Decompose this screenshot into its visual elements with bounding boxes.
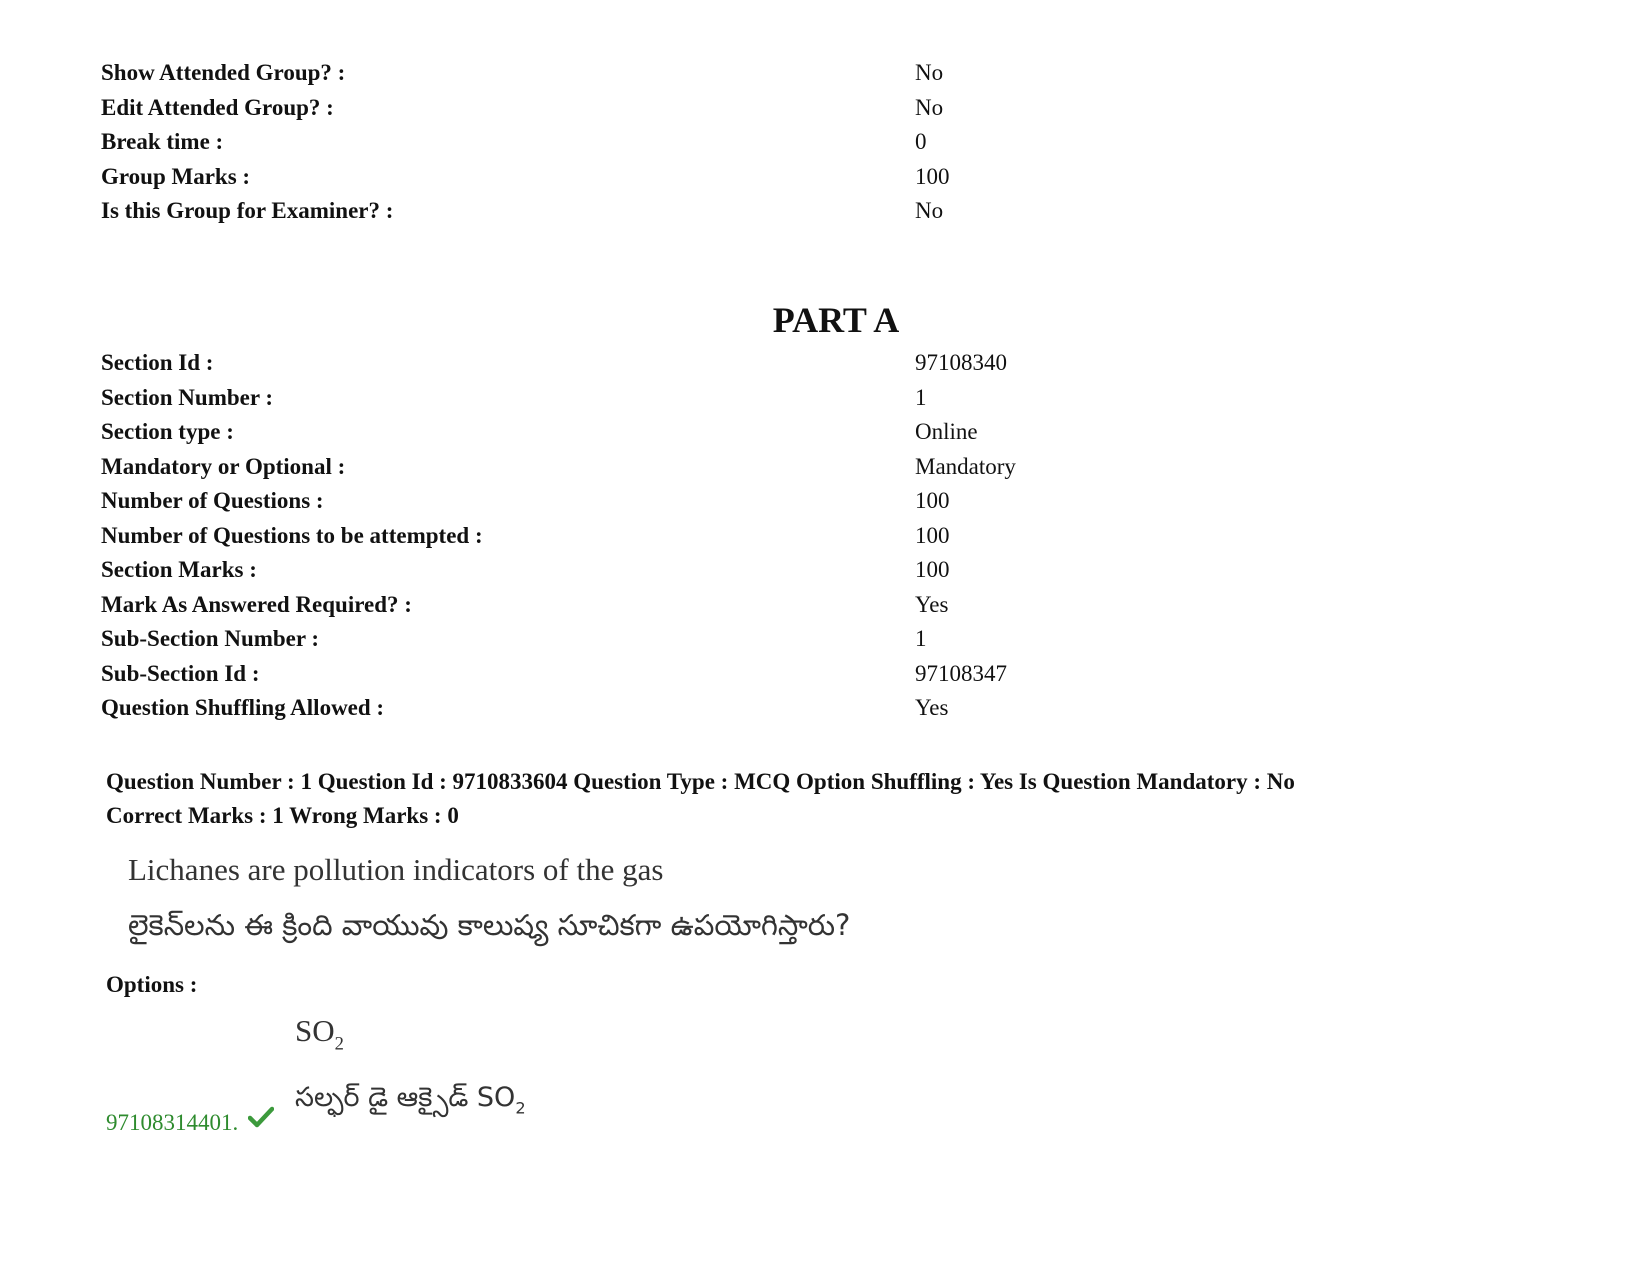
field-value: 100 [915, 163, 950, 189]
field-label: Mark As Answered Required? : [101, 591, 412, 617]
field-label: Number of Questions : [101, 488, 324, 513]
field-label: Show Attended Group? : [101, 60, 346, 85]
option-telugu-subscript: 2 [515, 1098, 526, 1118]
field-value: 100 [915, 522, 950, 548]
option-formula-base: SO [295, 1013, 335, 1048]
option-content [295, 1010, 526, 1134]
field-label: Section type : [101, 419, 234, 444]
field-label: Sub-Section Number : [101, 626, 320, 651]
field-value: 97108347 [915, 660, 1007, 686]
field-label: Question Shuffling Allowed : [101, 695, 385, 720]
field-value: 0 [915, 129, 927, 154]
section-detail-row [101, 553, 1501, 588]
part-title: PART A [772, 300, 900, 340]
field-label: Section Marks : [101, 557, 257, 582]
field-label: Is this Group for Examiner? : [101, 198, 394, 223]
section-detail-row [101, 484, 1501, 519]
field-value: 1 [915, 626, 927, 651]
question-text [128, 848, 1128, 952]
field-value: 1 [915, 384, 927, 410]
question-text-english: Lichanes are pollution indicators of the gas [128, 852, 664, 887]
group-detail-row [101, 125, 1501, 160]
field-label: Edit Attended Group? : [101, 94, 334, 120]
section-detail-row [101, 381, 1501, 416]
question-marks-line: Correct Marks : 1 Wrong Marks : 0 [106, 802, 459, 828]
section-detail-row [101, 588, 1501, 623]
options-label: Options : [106, 972, 198, 997]
field-value: No [915, 198, 944, 223]
question-meta-line: Question Number : 1 Question Id : 9710833604 Question Type : MCQ Option Shuffling : Yes Is Question Mandatory : No [106, 769, 1295, 794]
section-detail-row [101, 519, 1501, 554]
field-label: Group Marks : [101, 163, 251, 189]
option-text-telugu [295, 1073, 526, 1133]
section-detail-row [101, 450, 1501, 485]
section-detail-row [101, 415, 1501, 450]
group-detail-row [101, 56, 1501, 91]
field-label: Mandatory or Optional : [101, 453, 346, 479]
section-detail-row [101, 622, 1501, 657]
option-telugu-base: సల్ఫర్ డై ఆక్సైడ్ SO [295, 1082, 516, 1114]
field-label: Sub-Section Id : [101, 660, 260, 686]
section-details [101, 346, 1501, 726]
option-id: 97108314401. [106, 1110, 239, 1135]
field-label: Section Number : [101, 384, 274, 410]
section-detail-row [101, 657, 1501, 692]
field-value: Yes [915, 591, 949, 617]
field-label: Section Id : [101, 350, 214, 375]
group-detail-row [101, 194, 1501, 229]
field-value: Mandatory [915, 453, 1016, 479]
field-value: 100 [915, 557, 950, 582]
question-header [106, 765, 1606, 832]
group-detail-row [101, 160, 1501, 195]
group-detail-row [101, 91, 1501, 126]
option-formula-subscript: 2 [334, 1033, 344, 1055]
field-label: Break time : [101, 129, 224, 154]
section-detail-row [101, 691, 1501, 726]
field-value: No [915, 94, 944, 120]
section-detail-row [101, 346, 1501, 381]
check-icon [248, 1106, 274, 1136]
field-value: Online [915, 419, 978, 444]
field-label: Number of Questions to be attempted : [101, 522, 483, 548]
group-details [101, 56, 1501, 229]
field-value: Yes [915, 695, 949, 720]
field-value: No [915, 60, 944, 85]
option-item[interactable] [106, 1108, 274, 1138]
option-formula [295, 1010, 526, 1065]
question-text-telugu: లైకెన్‌లను ఈ క్రింది వాయువు కాలుష్య సూచికగా ఉపయోగిస్తారు? [128, 908, 851, 942]
field-value: 100 [915, 488, 950, 513]
field-value: 97108340 [915, 350, 1007, 375]
